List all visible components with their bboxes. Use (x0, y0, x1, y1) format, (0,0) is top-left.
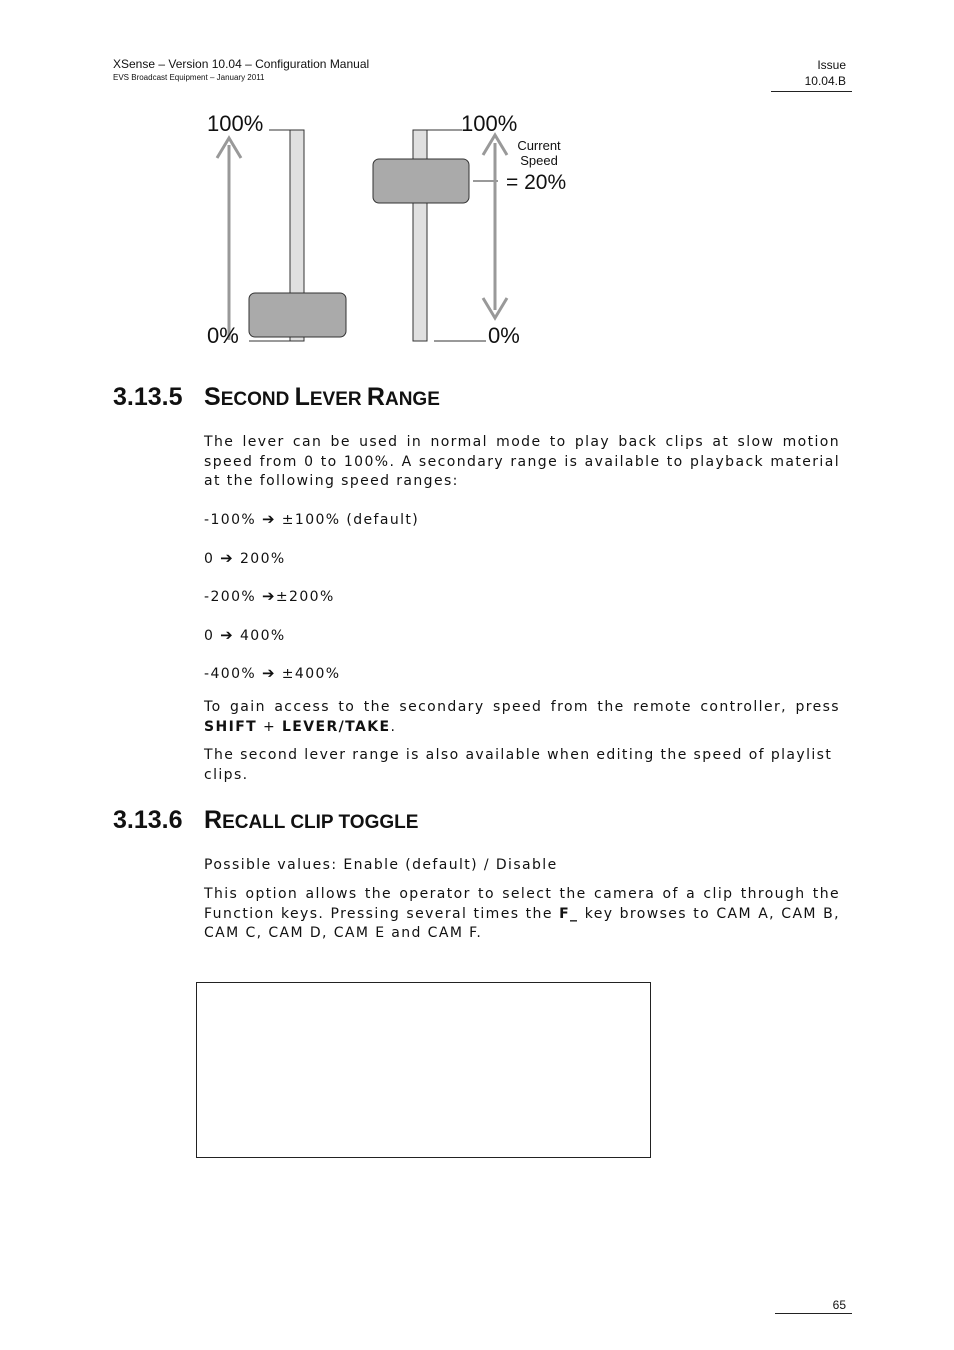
lever-take-key-label: LEVER/TAKE (281, 718, 391, 735)
section-heading-recall-clip-toggle (113, 806, 418, 835)
section-title: SECOND LEVER RANGE (204, 383, 440, 411)
range-item: 0 ➔ 400% (204, 626, 286, 644)
document-title: XSense – Version 10.04 – Configuration Manual (113, 57, 370, 71)
range-item: 0 ➔ 200% (204, 549, 286, 567)
recall-description-paragraph: This option allows the operator to select the camera of a clip through the Function keys. Pressing several times the F_ key browses to CAM A, CAM B, CAM C, CAM D, CAM E and CAM F. (204, 886, 840, 941)
issue-value: 10.04.B (804, 74, 846, 88)
left-top-label: 100% (207, 111, 264, 136)
possible-values-paragraph: Possible values: Enable (default) / Disable (204, 857, 558, 873)
arrow-right-icon: ➔ (220, 626, 235, 644)
range-item: -200% ➔±200% (204, 587, 335, 605)
section-number: 3.13.5 (113, 383, 183, 411)
lever-intro-paragraph: The lever can be used in normal mode to play back clips at slow motion speed from 0 to 100%. A secondary range is available to playback material at the following speed ranges: (204, 434, 840, 489)
section-heading-second-lever-range (113, 383, 440, 412)
range-item: -400% ➔ ±400% (204, 664, 341, 682)
section-number: 3.13.6 (113, 806, 183, 834)
right-lever-handle (373, 159, 469, 203)
current-label: Current (517, 138, 561, 153)
figure-placeholder-box (196, 982, 651, 1158)
f-key-label: F_ (559, 905, 579, 922)
current-speed-value: = 20% (506, 171, 567, 194)
left-bottom-label: 0% (207, 323, 239, 348)
shift-key-label: SHIFT (204, 718, 258, 735)
arrow-right-icon: ➔ (261, 587, 276, 605)
speed-label: Speed (520, 153, 558, 168)
page-number: 65 (832, 1298, 846, 1312)
right-top-label: 100% (461, 111, 518, 136)
header-rule (771, 91, 852, 92)
secondary-access-paragraph: To gain access to the secondary speed from the remote controller, press SHIFT + LEVER/TAKE. (204, 699, 840, 735)
playlist-note-paragraph: The second lever range is also available when editing the speed of playlist clips. (204, 747, 833, 783)
right-bottom-label: 0% (488, 323, 520, 348)
range-item: -100% ➔ ±100% (default) (204, 510, 420, 528)
arrow-right-icon: ➔ (220, 549, 235, 567)
arrow-right-icon: ➔ (261, 510, 276, 528)
issue-label: Issue (817, 58, 846, 72)
left-lever-handle (249, 293, 346, 337)
section-title: RECALL CLIP TOGGLE (204, 806, 419, 834)
footer-rule (775, 1313, 852, 1314)
arrow-right-icon: ➔ (261, 664, 276, 682)
document-subtitle: EVS Broadcast Equipment – January 2011 (113, 73, 265, 82)
lever-speed-diagram (200, 105, 600, 355)
